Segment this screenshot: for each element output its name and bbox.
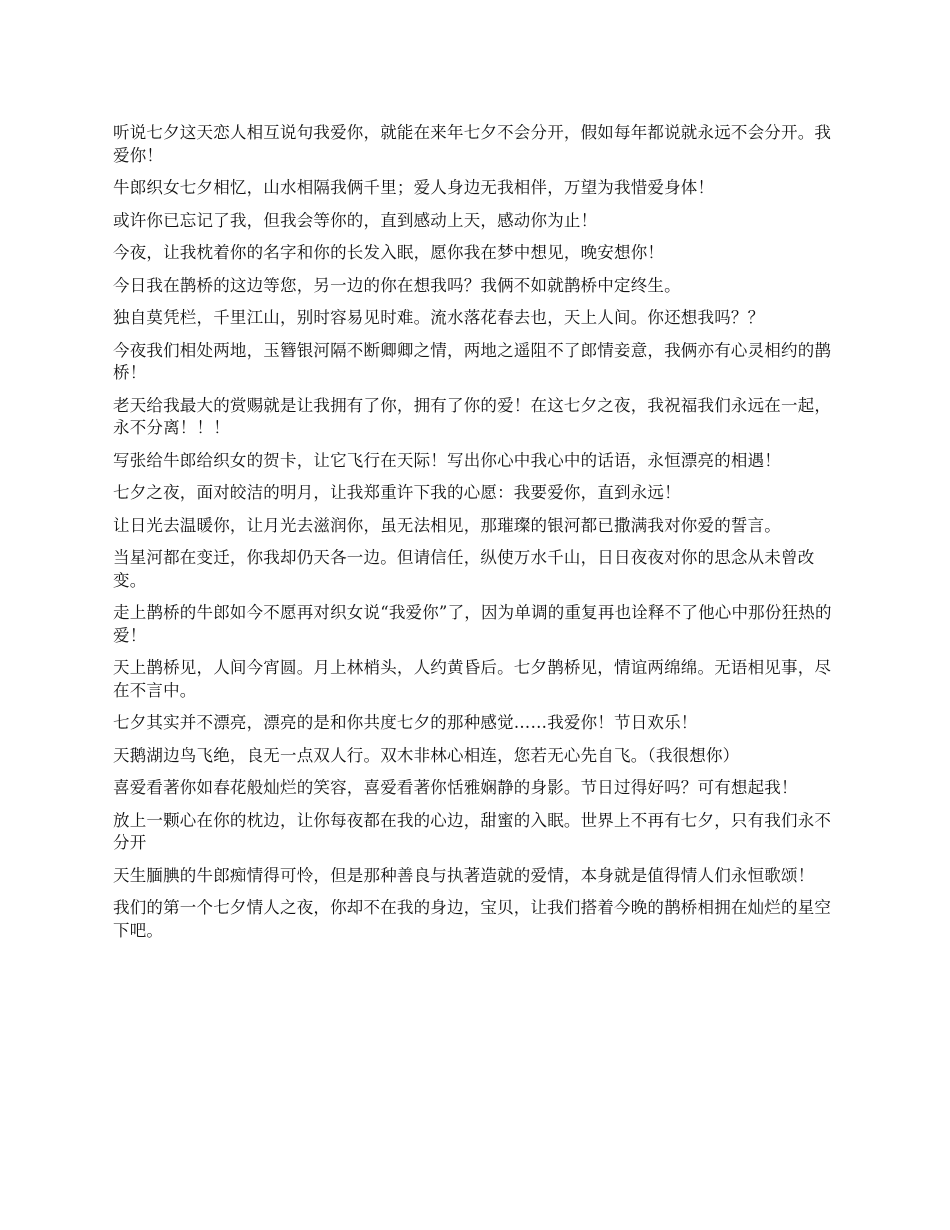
paragraph-18: 放上一颗心在你的枕边，让你每夜都在我的心边，甜蜜的入眠。世界上不再有七夕，只有我们永不分开 [113,810,832,852]
document-body [113,122,841,952]
paragraph-4: 今夜，让我枕着你的名字和你的长发入眠，愿你我在梦中想见，晚安想你！ [113,243,665,262]
paragraph-2: 牛郎织女七夕相忆，山水相隔我俩千里；爱人身边无我相伴，万望为我惜爱身体！ [113,178,715,197]
paragraph-19: 天生腼腆的牛郎痴情得可怜，但是那种善良与执著造就的爱情，本身就是值得情人们永恒歌颂！ [113,865,815,885]
paragraph-17: 喜爱看著你如春花般灿烂的笑容，喜爱看著你恬雅娴静的身影。节日过得好吗？可有想起我！ [113,778,798,797]
paragraph-3: 或许你已忘记了我，但我会等你的，直到感动上天，感动你为止！ [113,210,598,230]
paragraph-9: 写张给牛郎给织女的贺卡，让它飞行在天际！写出你心中我心中的话语，永恒漂亮的相遇！ [113,450,781,470]
paragraph-13: 走上鹊桥的牛郎如今不愿再对织女说“我爱你”了，因为单调的重复再也诠释不了他心中那份狂热的爱！ [113,603,832,645]
paragraph-12: 当星河都在变迁，你我却仍天各一边。但请信任，纵使万水千山，日日夜夜对你的思念从未曾改变。 [113,548,815,590]
paragraph-5: 今日我在鹊桥的这边等您，另一边的你在想我吗？我俩不如就鹊桥中定终生。 [113,275,681,295]
paragraph-20: 我们的第一个七夕情人之夜，你却不在我的身边，宝贝，让我们搭着今晚的鹊桥相拥在灿烂的星空下吧。 [113,898,832,940]
paragraph-11: 让日光去温暖你，让月光去滋润你，虽无法相见，那璀璨的银河都已撒满我对你爱的誓言。 [113,515,781,535]
paragraph-15: 七夕其实并不漂亮，漂亮的是和你共度七夕的那种感觉……我爱你！节日欢乐！ [113,713,698,732]
paragraph-1: 听说七夕这天恋人相互说句我爱你，就能在来年七夕不会分开，假如每年都说就永远不会分开。我爱你！ [113,123,832,165]
paragraph-16: 天鹅湖边鸟飞绝，良无一点双人行。双木非林心相连，您若无心先自飞。（我很想你） [113,745,740,765]
paragraph-8: 老天给我最大的赏赐就是让我拥有了你，拥有了你的爱！在这七夕之夜，我祝福我们永远在一起，永不分离！！！ [113,395,832,437]
paragraph-10: 七夕之夜，面对皎洁的明月，让我郑重许下我的心愿：我要爱你，直到永远！ [113,483,681,502]
paragraph-6: 独自莫凭栏，千里江山，别时容易见时难。流水落花春去也，天上人间。你还想我吗？？ [113,308,765,327]
paragraph-14: 天上鹊桥见，人间今宵圆。月上林梢头，人约黄昏后。七夕鹊桥见，情谊两绵绵。无语相见事，尽在不言中。 [113,658,832,700]
paragraph-7: 今夜我们相处两地，玉簪银河隔不断卿卿之情，两地之遥阻不了郎情妾意，我俩亦有心灵相约的鹊桥！ [113,340,832,382]
